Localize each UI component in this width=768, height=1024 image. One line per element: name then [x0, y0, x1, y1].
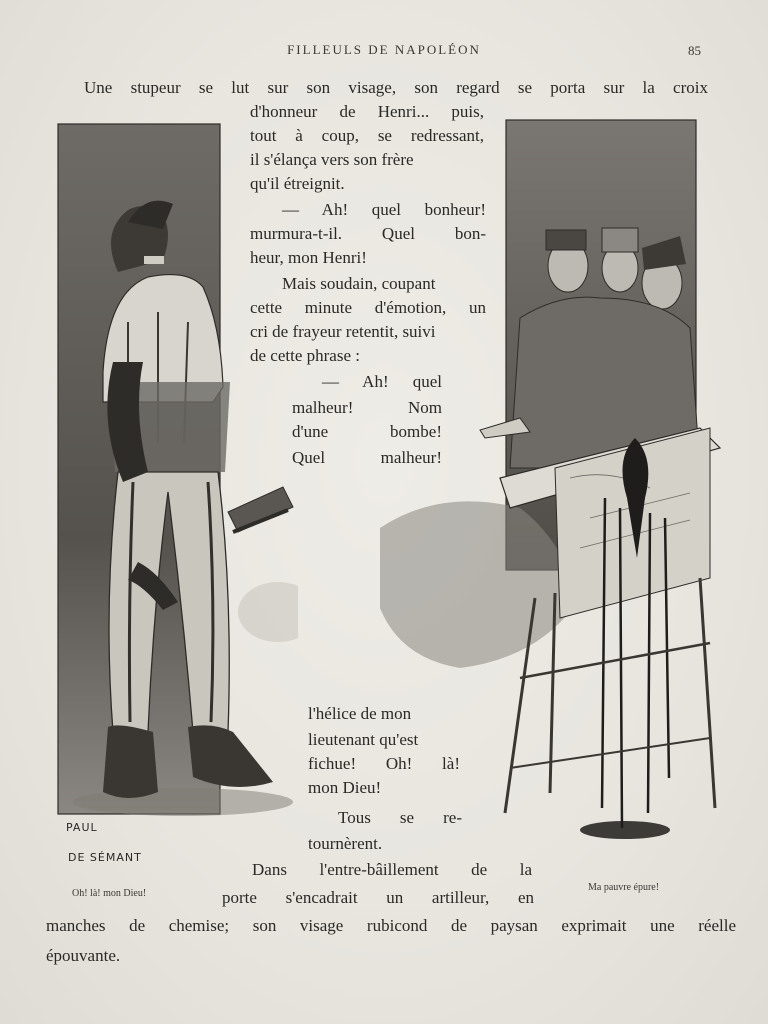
text-line-20: mon Dieu! — [308, 778, 382, 797]
text-line-7: murmura-t-il. Quel bon- — [250, 224, 486, 243]
text-line-4: il s'élança vers son frère — [250, 150, 414, 169]
running-header: FILLEULS DE NAPOLÉON — [287, 42, 481, 57]
signature-line-2: DE SÉMANT — [68, 851, 142, 864]
figure-right-boot — [188, 725, 273, 787]
text-line-21: Tous se re- — [338, 808, 462, 827]
text-line-19: fichue! Oh! là! — [308, 754, 460, 773]
text-line-15: d'une bombe! — [292, 422, 442, 441]
text-line-9: Mais soudain, coupant — [282, 274, 436, 293]
text-line-22: tournèrent. — [308, 834, 383, 853]
text-line-6: — Ah! quel bonheur! — [282, 200, 486, 219]
text-line-5: qu'il étreignit. — [250, 174, 345, 193]
text-line-26: épouvante. — [46, 946, 121, 965]
text-line-12: de cette phrase : — [250, 346, 360, 365]
text-line-2: d'honneur de Henri... puis, — [250, 102, 484, 121]
kepi-icon — [546, 230, 586, 250]
text-line-16: Quel malheur! — [292, 448, 442, 467]
right-caption: Ma pauvre épure! — [588, 882, 660, 893]
ink-puddle — [580, 821, 670, 839]
text-line-1: Une stupeur se lut sur son visage, son regard se porta sur la croix — [84, 78, 708, 97]
page-number: 85 — [688, 43, 701, 58]
text-line-18: lieutenant qu'est — [308, 730, 419, 749]
text-line-10: cette minute d'émotion, un — [250, 298, 486, 317]
text-line-23: Dans l'entre-bâillement de la — [252, 860, 532, 879]
text-line-17: l'hélice de mon — [308, 704, 412, 723]
text-line-3: tout à coup, se redressant, — [250, 126, 484, 145]
signature-line-1: PAUL — [66, 821, 98, 834]
text-line-11: cri de frayeur retentit, suivi — [250, 322, 436, 341]
text-line-24: porte s'encadrait un artilleur, en — [222, 888, 534, 907]
figure-left-boot — [103, 725, 158, 798]
text-line-8: heur, mon Henri! — [250, 248, 367, 267]
text-line-25: manches de chemise; son visage rubicond de paysan exprimait une réelle — [46, 916, 736, 935]
artist-signature — [64, 820, 142, 866]
brush-icon — [228, 487, 293, 532]
text-line-14: malheur! Nom — [292, 398, 442, 417]
text-line-13: — Ah! quel — [322, 372, 442, 391]
left-caption: Oh! là! mon Dieu! — [72, 888, 147, 899]
